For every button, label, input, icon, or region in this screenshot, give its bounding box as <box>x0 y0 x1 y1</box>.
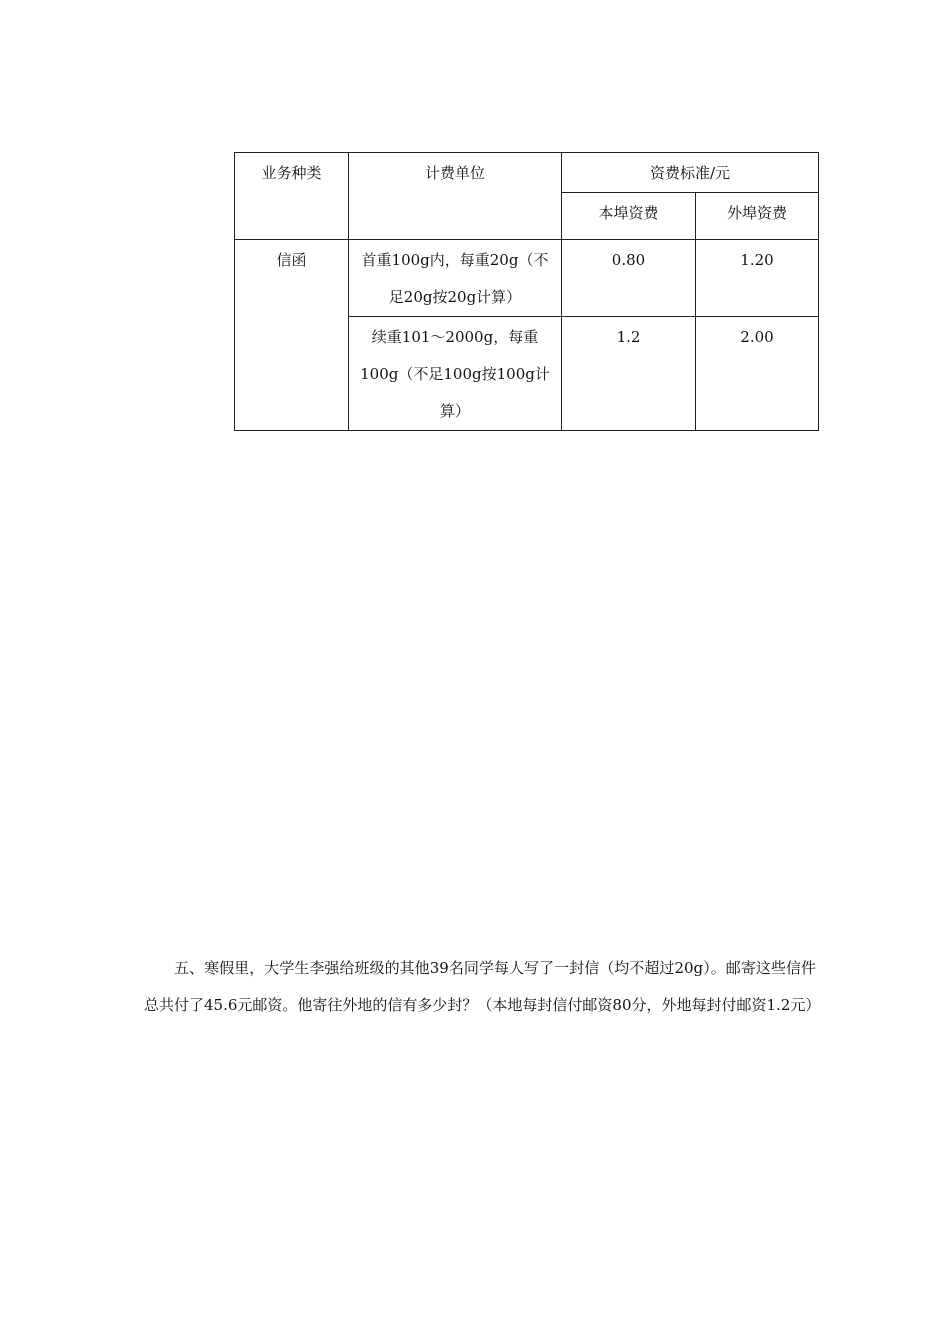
cell-unit: 首重100g内，每重20g（不足20g按20g计算） <box>349 240 562 317</box>
cell-remote-rate: 1.20 <box>696 240 819 317</box>
header-category: 业务种类 <box>235 153 349 240</box>
question-five: 五、寒假里，大学生李强给班级的其他39名同学每人写了一封信（均不超过20g）。邮寄这些信件总共付了45.6元邮资。他寄往外地的信有多少封？（本地每封信付邮资80分，外地每封付邮资1.2元） <box>144 959 821 1014</box>
cell-local-rate: 1.2 <box>562 317 696 431</box>
header-local-rate: 本埠资费 <box>562 193 696 240</box>
cell-category-letter: 信函 <box>235 240 349 431</box>
postage-rate-table <box>234 152 819 431</box>
cell-local-rate: 0.80 <box>562 240 696 317</box>
header-remote-rate: 外埠资费 <box>696 193 819 240</box>
header-rate-standard: 资费标准/元 <box>562 153 819 193</box>
table-header-row <box>235 153 819 193</box>
table-row <box>235 240 819 317</box>
cell-unit: 续重101～2000g，每重100g（不足100g按100g计算） <box>349 317 562 431</box>
header-billing-unit: 计费单位 <box>349 153 562 240</box>
cell-remote-rate: 2.00 <box>696 317 819 431</box>
